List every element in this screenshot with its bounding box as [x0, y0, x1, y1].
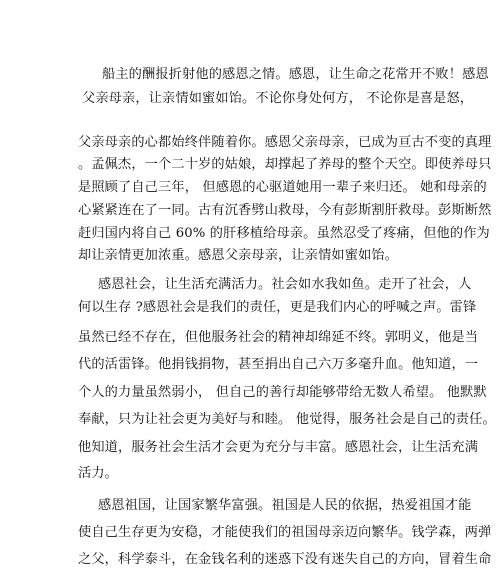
text-line: 何以生存 ?感恩社会是我们的责任，更是我们内心的呼喊之声。雷锋 [78, 300, 477, 315]
text-line: 父亲母亲，让亲情如蜜如饴。不论你身处何方， 不论你是喜是怒， [82, 91, 474, 106]
text-line: 活力。 [78, 466, 119, 481]
text-line: 他知道，服务社会生活才会更为充分与丰富。感恩社会，让生活充满 [78, 440, 479, 455]
text-line: 心紧紧连在了一同。古有沉香劈山救母，今有彭斯割肝救母。彭斯断然 [78, 203, 492, 218]
text-line: 却让亲情更加浓重。感恩父亲母亲，让亲情如蜜如饴。 [78, 248, 399, 263]
text-line: 之父，科学泰斗，在金钱名利的迷惑下没有迷失自己的方向，冒着生命 [78, 552, 492, 567]
text-line: 船主的酬报折射他的感恩之情。感恩，让生命之花常开不败！感恩 [102, 67, 489, 82]
text-line: 感恩社会，让生活充满活力。社会如水我如鱼。走开了社会，人 [98, 277, 472, 292]
text-line: 。孟佩杰，一个二十岁的姑娘，却撑起了养母的整个天空。即使养母只 [78, 157, 492, 172]
text-line: 奉献，只为让社会更为美好与和睦。 他觉得，服务社会是自己的责任。 [78, 412, 496, 427]
text-line: 代的活雷锋。他捐钱捐物，甚至捐出自己六万多毫升血。他知道，一 [78, 357, 479, 372]
text-line: 是照顾了自己三年， 但感恩的心驱道她用一辈子来归还。 她和母亲的 [78, 180, 487, 195]
text-line: 虽然已经不存在，但他服务社会的精神却绵延不终。郭明义，他是当 [78, 330, 479, 345]
text-line: 赶归国内将自己 60% 的肝移植给母亲。虽然忍受了疼痛，但他的作为 [78, 226, 490, 241]
text-line: 感恩祖国，让国家繁华富强。祖国是人民的依据，热爱祖国才能 [98, 498, 472, 513]
text-line: 使自己生存更为安稳，才能使我们的祖国母亲迈向繁华。钱学森，两弹 [78, 525, 492, 540]
text-line: 父亲母亲的心都始终伴随着你。感恩父亲母亲，已成为亘古不变的真理 [78, 135, 492, 150]
text-line: 个人的力量虽然弱小， 但自己的善行却能够带给无数人希望。 他默默 [78, 385, 487, 400]
